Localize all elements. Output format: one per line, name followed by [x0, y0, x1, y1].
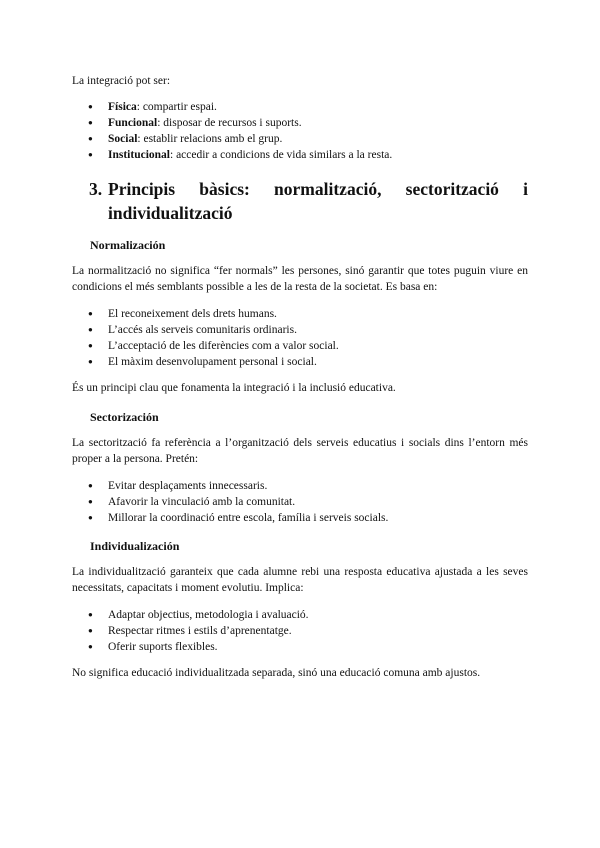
normalizacion-list [72, 306, 528, 370]
list-item: ● Adaptar objectius, metodologia i avaluació. [72, 607, 528, 623]
normalizacion-closing: És un principi clau que fonamenta la integració i la inclusió educativa. [72, 382, 396, 394]
integration-term: Funcional [108, 117, 158, 129]
integration-term: Institucional [108, 149, 170, 161]
individualizacion-heading: Individualización [90, 539, 180, 553]
individualizacion-list [72, 607, 528, 655]
sectorizacion-heading: Sectorización [90, 410, 159, 424]
integration-types-list [72, 99, 528, 163]
list-item [72, 131, 528, 147]
section-number: 3. [89, 179, 103, 199]
list-item: ● Respectar ritmes i estils d’aprenentatge. [72, 623, 528, 639]
list-item: ● Oferir suports flexibles. [72, 639, 528, 655]
individualizacion-closing: No significa educació individualitzada separada, sinó una educació comuna amb ajustos. [72, 667, 481, 679]
integration-intro: La integració pot ser: [72, 75, 171, 87]
normalizacion-heading: Normalización [90, 238, 166, 252]
list-item [72, 99, 528, 115]
integration-term: Física [108, 101, 137, 113]
sectorizacion-list [72, 478, 528, 526]
section-title: Principis bàsics: normalització, sectorització i individualització [108, 179, 528, 223]
list-item: ● L’acceptació de les diferències com a valor social. [72, 338, 528, 354]
list-item: ● Afavorir la vinculació amb la comunitat. [72, 494, 528, 510]
list-item [72, 147, 528, 163]
section-heading [72, 177, 528, 225]
list-item: ● Millorar la coordinació entre escola, família i serveis socials. [72, 510, 528, 526]
document-content [72, 73, 528, 681]
list-item: ● Evitar desplaçaments innecessaris. [72, 478, 528, 494]
integration-term: Social [108, 133, 138, 145]
list-item: ● L’accés als serveis comunitaris ordinaris. [72, 322, 528, 338]
list-item: ● El màxim desenvolupament personal i social. [72, 354, 528, 370]
individualizacion-paragraph: La individualització garanteix que cada alumne rebi una resposta educativa ajustada a les seves necessitats, capacitats i moment evolutiu. Implica: [72, 566, 528, 594]
sectorizacion-paragraph: La sectorització fa referència a l’organització dels serveis educatius i socials dins l’entorn més proper a la persona. Pretén: [72, 437, 528, 465]
integration-desc: : establir relacions amb el grup. [137, 133, 283, 145]
list-item: ● El reconeixement dels drets humans. [72, 306, 528, 322]
list-item [72, 115, 528, 131]
integration-desc: : disposar de recursos i suports. [157, 117, 302, 129]
integration-desc: : compartir espai. [136, 101, 217, 113]
normalizacion-paragraph: La normalització no significa “fer normals” les persones, sinó garantir que totes puguin viure en condicions el més semblants possible a les de la resta de la societat. Es basa en: [72, 265, 528, 293]
integration-desc: : accedir a condicions de vida similars a la resta. [170, 149, 393, 161]
